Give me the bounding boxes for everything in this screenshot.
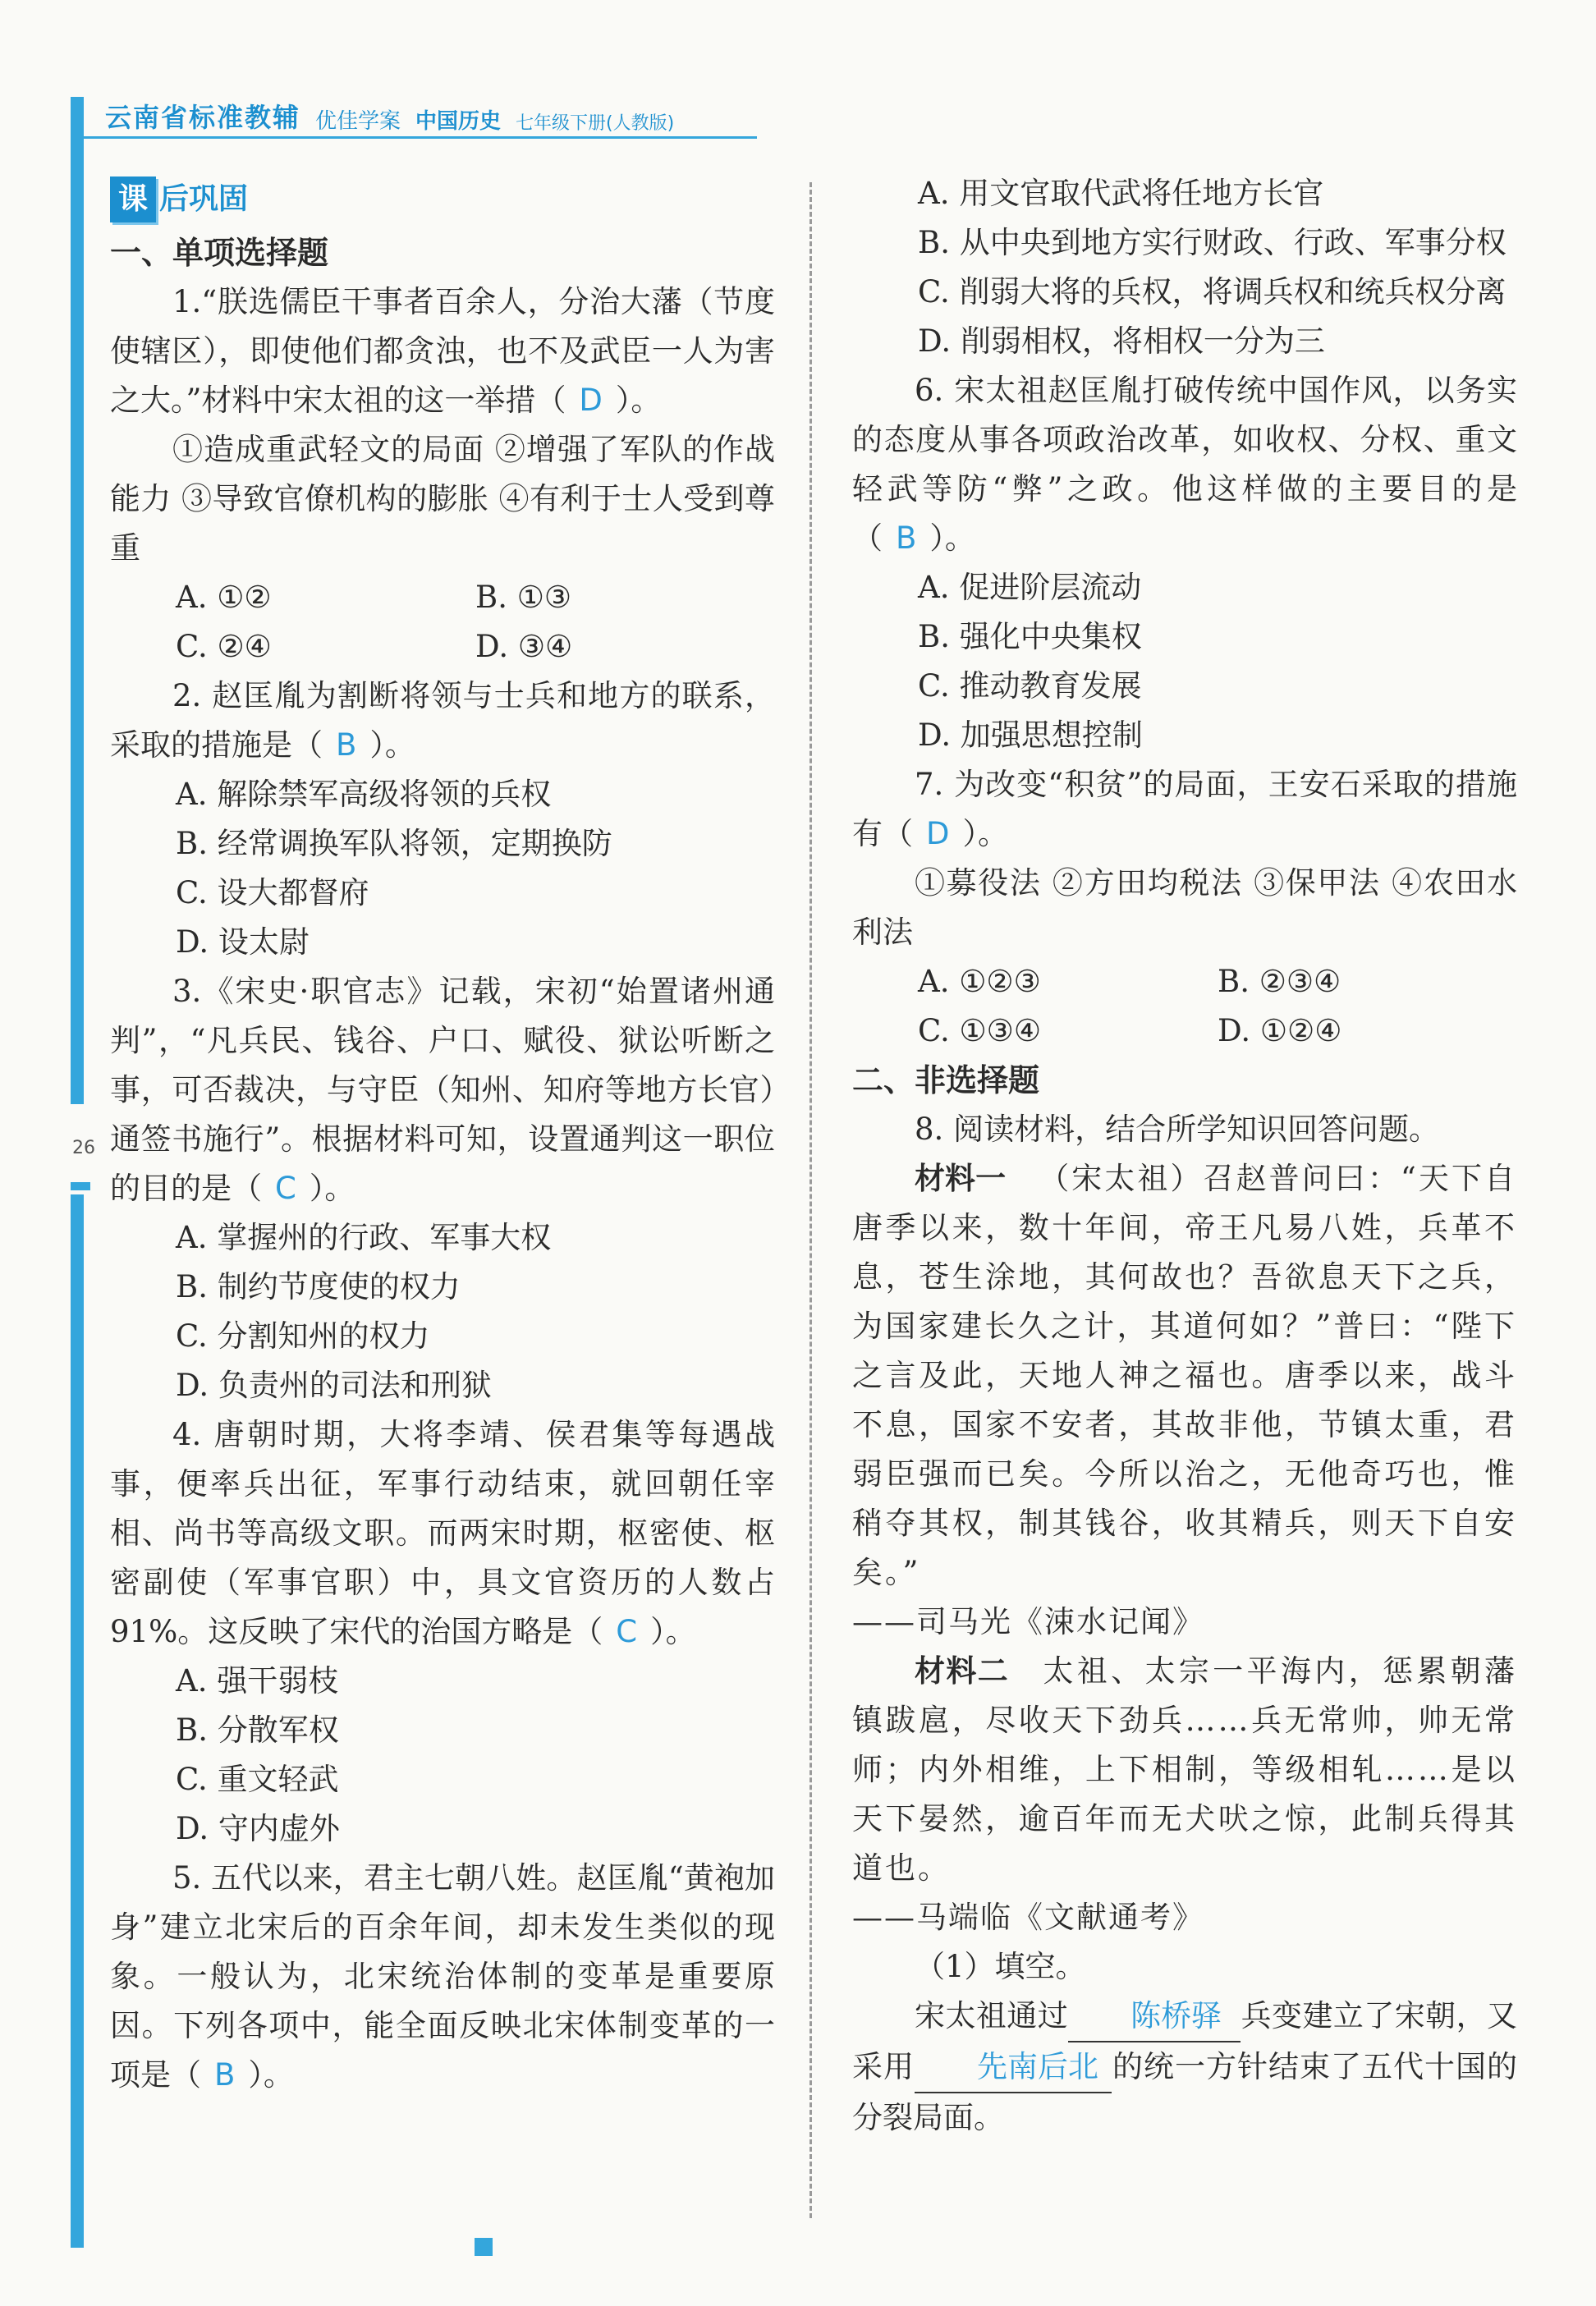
header-grade: 七年级下册(人教版) bbox=[516, 113, 675, 134]
option: D. 负责州的司法和刑狱 bbox=[176, 1368, 492, 1403]
option-row bbox=[852, 1006, 1517, 1056]
option: D. ①②④ bbox=[1218, 1013, 1342, 1048]
part2-heading: 二、非选择题 bbox=[852, 1062, 1040, 1098]
option: A. 促进阶层流动 bbox=[918, 570, 1142, 605]
part1-heading: 一、单项选择题 bbox=[110, 235, 329, 271]
option: C. 削弱大将的兵权，将调兵权和统兵权分离 bbox=[918, 274, 1507, 309]
lesson-icon: 课 bbox=[110, 177, 156, 222]
option: A. ①②③ bbox=[918, 964, 1041, 999]
answer-mark: B bbox=[896, 520, 917, 556]
option: A. 解除禁军高级将领的兵权 bbox=[176, 777, 552, 812]
option: B. 经常调换军队将领，定期换防 bbox=[176, 826, 612, 861]
material-label: 材料一 bbox=[915, 1161, 1007, 1196]
option: C. 推动教育发展 bbox=[918, 668, 1142, 704]
material-one: 材料一 （宋太祖）召赵普问曰：“天下自唐季以来，数十年间，帝王凡易八姓，兵革不息，苍生涂地，其何故也？吾欲息天下之兵，为国家建长久之计，其道何如？”普曰：“陛下之言及此，天地人神之福也。唐季以来，战斗不息，国家不安者，其故非他，节镇太重，君弱臣强而已矣。今所以治之，无他奇巧也，惟稍夺其权，制其钱谷，收其精兵，则天下自安矣。” bbox=[852, 1161, 1518, 1590]
question-stem: 8. 阅读材料，结合所学知识回答问题。 bbox=[915, 1112, 1440, 1147]
option: B. 分散军权 bbox=[176, 1712, 339, 1748]
option: A. ①② bbox=[176, 580, 272, 615]
material-source: ——马端临《文献通考》 bbox=[852, 1900, 1204, 1935]
option: D. 守内虚外 bbox=[176, 1811, 340, 1846]
question-stem: 1.“朕选儒臣干事者百余人，分治大藩（节度使辖区），即使他们都贪浊，也不及武臣一人为害之大。”材料中宋太祖的这一举措（ D ）。 bbox=[110, 284, 775, 418]
question-1 bbox=[110, 277, 775, 672]
option: D. 削弱相权，将相权一分为三 bbox=[918, 323, 1325, 359]
header-book: 优佳学案 bbox=[315, 109, 401, 134]
left-column bbox=[110, 174, 775, 2100]
question-stem: 2. 赵匡胤为割断将领与士兵和地方的联系，采取的措施是（ B ）。 bbox=[110, 678, 775, 763]
question-2 bbox=[110, 672, 775, 967]
section-title: 后巩固 bbox=[159, 182, 249, 216]
answer-mark: C bbox=[275, 1171, 296, 1206]
question-items: ①造成重武轻文的局面 ②增强了军队的作战能力 ③导致官僚机构的膨胀 ④有利于士人受到尊重 bbox=[110, 432, 775, 566]
question-4 bbox=[110, 1410, 775, 1854]
header-brand: 云南省标准教辅 bbox=[105, 102, 301, 133]
material-source: ——司马光《涑水记闻》 bbox=[852, 1604, 1204, 1639]
option: C. 分割知州的权力 bbox=[176, 1318, 430, 1354]
option: A. 掌握州的行政、军事大权 bbox=[176, 1220, 552, 1255]
question-5 bbox=[110, 1854, 775, 2100]
question-items: ①募役法 ②方田均税法 ③保甲法 ④农田水利法 bbox=[852, 865, 1517, 950]
header-subject: 中国历史 bbox=[415, 109, 502, 134]
option: D. 加强思想控制 bbox=[918, 717, 1143, 753]
question-stem: 3.《宋史·职官志》记载，宋初“始置诸州通判”，“凡兵民、钱谷、户口、赋役、狱讼听断之事，可否裁决，与守臣（知州、知府等地方长官）通签书施行”。根据材料可知，设置通判这一职位的目的是（ C ）。 bbox=[110, 974, 775, 1206]
question-stem: 4. 唐朝时期，大将李靖、侯君集等每遇战事，便率兵出征，军事行动结束，就回朝任宰相、尚书等高级文职。而两宋时期，枢密使、枢密副使（军事官职）中，具文官资历的人数占91%。这反映了宋代的治国方略是（ C ）。 bbox=[110, 1417, 775, 1649]
question-stem: 6. 宋太祖赵匡胤打破传统中国作风，以务实的态度从事各项政治改革，如收权、分权、重文轻武等防“弊”之政。他这样做的主要目的是（ B ）。 bbox=[852, 373, 1517, 556]
question-stem: 5. 五代以来，君主七朝八姓。赵匡胤“黄袍加身”建立北宋后的百余年间，却未发生类似的现象。一般认为，北宋统治体制的变革是重要原因。下列各项中，能全面反映北宋体制变革的一项是（ B ）。 bbox=[110, 1860, 775, 2093]
question-3 bbox=[110, 967, 775, 1410]
answer-mark: D bbox=[579, 383, 603, 418]
option: B. 从中央到地方实行财政、行政、军事分权 bbox=[918, 225, 1507, 260]
page-number: 26 bbox=[72, 1138, 95, 1158]
bottom-square-mark bbox=[475, 2238, 493, 2256]
material-two: 材料二 太祖、太宗一平海内，惩累朝藩镇跋扈，尽收天下劲兵……兵无常帅，帅无常师；内外相维，上下相制，等级相轧……是以天下晏然，逾百年而无犬吠之惊，此制兵得其道也。 bbox=[852, 1653, 1518, 1886]
answer-mark: B bbox=[214, 2057, 236, 2093]
option-row bbox=[110, 622, 775, 672]
fill-blank-answer: 陈桥驿 bbox=[1068, 1992, 1241, 2042]
option: A. 强干弱枝 bbox=[176, 1663, 339, 1699]
option: A. 用文官取代武将任地方长官 bbox=[918, 176, 1324, 211]
question-7 bbox=[852, 760, 1517, 1056]
sub-question: （1）填空。 bbox=[915, 1949, 1086, 1984]
fill-blank-answer: 先南后北 bbox=[915, 2042, 1112, 2093]
answer-mark: B bbox=[336, 727, 357, 763]
option-row bbox=[110, 573, 775, 622]
question-stem: 7. 为改变“积贫”的局面，王安石采取的措施有（ D ）。 bbox=[852, 767, 1517, 851]
option: C. 设大都督府 bbox=[176, 875, 369, 910]
section-badge bbox=[110, 174, 775, 225]
option: D. ③④ bbox=[475, 629, 573, 664]
option: B. 强化中央集权 bbox=[918, 619, 1142, 654]
page-header bbox=[105, 97, 674, 135]
option: B. 制约节度使的权力 bbox=[176, 1269, 461, 1304]
option: B. ①③ bbox=[475, 580, 572, 615]
answer-mark: C bbox=[616, 1614, 638, 1649]
column-divider bbox=[809, 182, 812, 2218]
fill-in-sentence: 宋太祖通过 陈桥驿 兵变建立了宋朝，又采用 先南后北 的统一方针结束了五代十国的分裂局面。 bbox=[852, 1992, 1517, 2143]
option-row bbox=[852, 957, 1517, 1006]
answer-mark: D bbox=[926, 816, 950, 851]
option: C. ②④ bbox=[176, 629, 272, 664]
header-rule bbox=[84, 136, 757, 139]
option: C. 重文轻武 bbox=[176, 1762, 339, 1797]
option: C. ①③④ bbox=[918, 1013, 1042, 1048]
option: D. 设太尉 bbox=[176, 924, 310, 960]
material-label: 材料二 bbox=[915, 1653, 1010, 1689]
question-8 bbox=[852, 1105, 1517, 2143]
right-column bbox=[852, 169, 1517, 2143]
side-bar-tick bbox=[71, 1182, 90, 1190]
option: B. ②③④ bbox=[1218, 964, 1341, 999]
question-6 bbox=[852, 366, 1517, 760]
